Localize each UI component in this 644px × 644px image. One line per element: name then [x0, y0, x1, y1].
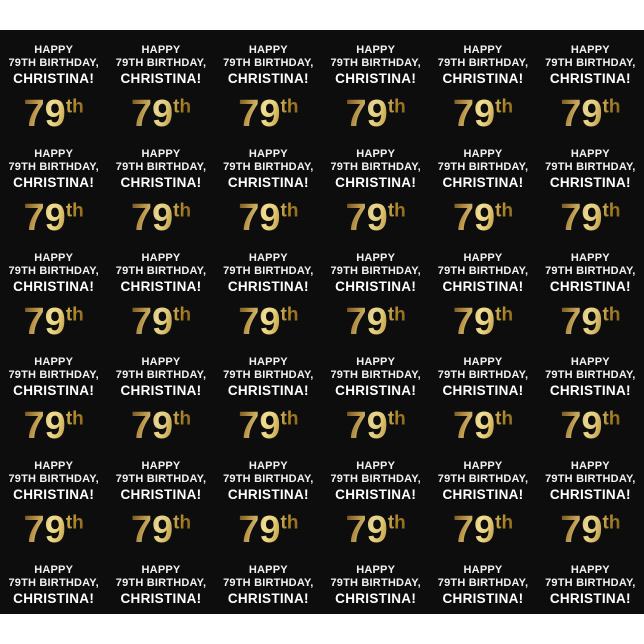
tile-line-birthday: 79TH BIRTHDAY,: [8, 369, 99, 381]
tile-line-birthday: 79TH BIRTHDAY,: [8, 577, 99, 589]
tile-line-birthday: 79TH BIRTHDAY,: [330, 161, 421, 173]
tile-age-value: 79: [452, 509, 496, 551]
pattern-tile: [322, 446, 429, 550]
tile-age-suffix: th: [65, 408, 84, 430]
tile-line-happy: HAPPY: [34, 148, 74, 160]
pattern-tile: [107, 342, 214, 446]
tile-line-happy: HAPPY: [248, 44, 288, 56]
tile-age-number: [560, 510, 620, 550]
tile-age-number: [346, 198, 406, 238]
tile-age-number: [24, 94, 84, 134]
pattern-tile: [0, 134, 107, 238]
tile-age-suffix: th: [65, 96, 84, 118]
pattern-tile: [107, 134, 214, 238]
tile-line-name: CHRISTINA!: [335, 279, 417, 294]
tile-age-suffix: th: [173, 200, 192, 222]
pattern-tile: [429, 550, 536, 614]
tile-line-happy: HAPPY: [356, 460, 396, 472]
tile-age-number: [453, 94, 513, 134]
tile-line-happy: HAPPY: [356, 252, 396, 264]
pattern-grid: [0, 30, 644, 614]
tile-age-value: 79: [23, 509, 66, 551]
tile-line-birthday: 79TH BIRTHDAY,: [330, 473, 421, 485]
tile-line-name: CHRISTINA!: [442, 383, 524, 398]
pattern-tile: [537, 134, 644, 238]
pattern-tile: [215, 238, 322, 342]
tile-age-suffix: th: [173, 408, 192, 430]
tile-age-number: [453, 302, 513, 342]
tile-line-birthday: 79TH BIRTHDAY,: [223, 473, 314, 485]
tile-age-suffix: th: [65, 304, 84, 326]
bottom-margin: [0, 614, 644, 644]
tile-line-name: CHRISTINA!: [120, 175, 202, 190]
pattern-tile: [537, 30, 644, 134]
tile-line-name: CHRISTINA!: [227, 279, 309, 294]
tile-line-happy: HAPPY: [463, 44, 503, 56]
pattern-tile: [429, 446, 536, 550]
tile-age-value: 79: [560, 301, 603, 343]
tile-line-happy: HAPPY: [248, 564, 288, 576]
tile-age-suffix: th: [602, 200, 621, 222]
tile-line-happy: HAPPY: [570, 564, 610, 576]
tile-line-happy: HAPPY: [141, 252, 181, 264]
pattern-tile: [322, 134, 429, 238]
tile-age-number: [346, 510, 406, 550]
tile-age-suffix: th: [65, 512, 84, 534]
tile-age-number: [238, 510, 298, 550]
tile-line-birthday: 79TH BIRTHDAY,: [115, 161, 207, 173]
tile-line-birthday: 79TH BIRTHDAY,: [223, 265, 314, 277]
tile-line-happy: HAPPY: [34, 356, 74, 368]
tile-line-happy: HAPPY: [34, 564, 74, 576]
tile-line-happy: HAPPY: [248, 460, 288, 472]
tile-line-birthday: 79TH BIRTHDAY,: [545, 161, 636, 173]
tile-line-birthday: 79TH BIRTHDAY,: [223, 369, 314, 381]
tile-age-suffix: th: [495, 408, 514, 430]
tile-line-birthday: 79TH BIRTHDAY,: [545, 369, 636, 381]
tile-line-name: CHRISTINA!: [227, 383, 309, 398]
tile-age-suffix: th: [602, 304, 621, 326]
tile-age-number: [346, 406, 406, 446]
tile-age-number: [560, 198, 620, 238]
tile-age-number: [24, 302, 84, 342]
tile-line-name: CHRISTINA!: [13, 175, 95, 190]
tile-age-number: [346, 302, 406, 342]
tile-age-suffix: th: [495, 200, 514, 222]
tile-age-number: [560, 302, 620, 342]
tile-line-happy: HAPPY: [463, 148, 503, 160]
tile-line-name: CHRISTINA!: [549, 487, 631, 502]
tile-line-name: CHRISTINA!: [13, 591, 95, 606]
tile-line-name: CHRISTINA!: [120, 71, 202, 86]
pattern-tile: [0, 550, 107, 614]
tile-line-name: CHRISTINA!: [442, 487, 524, 502]
tile-age-value: 79: [345, 301, 388, 343]
pattern-tile: [215, 550, 322, 614]
tile-age-number: [24, 406, 84, 446]
tile-age-value: 79: [238, 93, 281, 135]
tile-line-happy: HAPPY: [248, 148, 288, 160]
tile-age-number: [131, 406, 191, 446]
tile-line-birthday: 79TH BIRTHDAY,: [115, 265, 207, 277]
tile-age-number: [238, 94, 298, 134]
pattern-tile: [322, 342, 429, 446]
tile-line-name: CHRISTINA!: [13, 279, 95, 294]
tile-age-value: 79: [238, 197, 281, 239]
pattern-tile: [107, 550, 214, 614]
tile-age-value: 79: [23, 301, 66, 343]
tile-age-suffix: th: [387, 304, 406, 326]
tile-line-happy: HAPPY: [463, 460, 503, 472]
pattern-tile: [215, 446, 322, 550]
tile-line-happy: HAPPY: [463, 356, 503, 368]
tile-line-birthday: 79TH BIRTHDAY,: [223, 161, 314, 173]
tile-line-name: CHRISTINA!: [442, 591, 524, 606]
tile-line-name: CHRISTINA!: [120, 591, 202, 606]
tile-line-birthday: 79TH BIRTHDAY,: [545, 473, 636, 485]
pattern-tile: [537, 342, 644, 446]
tile-age-value: 79: [560, 93, 603, 135]
tile-age-value: 79: [23, 197, 66, 239]
pattern-tile: [537, 446, 644, 550]
tile-line-birthday: 79TH BIRTHDAY,: [437, 57, 529, 69]
tile-age-number: [24, 198, 84, 238]
pattern-tile: [429, 30, 536, 134]
tile-age-value: 79: [560, 405, 603, 447]
tile-line-happy: HAPPY: [34, 44, 74, 56]
tile-line-birthday: 79TH BIRTHDAY,: [437, 161, 529, 173]
tile-age-value: 79: [130, 301, 174, 343]
tile-line-happy: HAPPY: [34, 460, 74, 472]
tile-age-suffix: th: [280, 200, 299, 222]
tile-age-number: [131, 94, 191, 134]
tile-age-number: [560, 94, 620, 134]
pattern-tile: [0, 30, 107, 134]
tile-age-number: [238, 302, 298, 342]
tile-line-happy: HAPPY: [141, 356, 181, 368]
tile-age-suffix: th: [280, 96, 299, 118]
tile-age-value: 79: [345, 197, 388, 239]
tile-age-number: [238, 406, 298, 446]
tile-age-number: [453, 198, 513, 238]
pattern-tile: [215, 30, 322, 134]
tile-line-birthday: 79TH BIRTHDAY,: [330, 57, 421, 69]
tile-line-name: CHRISTINA!: [227, 591, 309, 606]
tile-age-number: [560, 406, 620, 446]
tile-line-happy: HAPPY: [356, 44, 396, 56]
tile-line-happy: HAPPY: [570, 460, 610, 472]
tile-line-name: CHRISTINA!: [13, 71, 95, 86]
pattern-tile: [107, 446, 214, 550]
tile-line-birthday: 79TH BIRTHDAY,: [8, 57, 99, 69]
tile-age-suffix: th: [495, 512, 514, 534]
tile-line-name: CHRISTINA!: [442, 279, 524, 294]
tile-age-value: 79: [560, 197, 603, 239]
tile-line-birthday: 79TH BIRTHDAY,: [115, 57, 207, 69]
tile-age-suffix: th: [387, 512, 406, 534]
tile-line-name: CHRISTINA!: [120, 383, 202, 398]
tile-line-birthday: 79TH BIRTHDAY,: [115, 473, 207, 485]
pattern-tile: [107, 30, 214, 134]
tile-line-happy: HAPPY: [570, 252, 610, 264]
tile-line-happy: HAPPY: [570, 356, 610, 368]
tile-line-name: CHRISTINA!: [335, 71, 417, 86]
tile-line-birthday: 79TH BIRTHDAY,: [437, 577, 529, 589]
tile-line-name: CHRISTINA!: [549, 279, 631, 294]
tile-age-number: [453, 406, 513, 446]
tile-line-name: CHRISTINA!: [120, 487, 202, 502]
tile-line-happy: HAPPY: [141, 44, 181, 56]
pattern-tile: [429, 342, 536, 446]
tile-line-name: CHRISTINA!: [335, 175, 417, 190]
tile-line-birthday: 79TH BIRTHDAY,: [545, 577, 636, 589]
tile-line-birthday: 79TH BIRTHDAY,: [8, 265, 99, 277]
tile-line-birthday: 79TH BIRTHDAY,: [223, 57, 314, 69]
tile-age-value: 79: [23, 93, 66, 135]
tile-line-birthday: 79TH BIRTHDAY,: [8, 161, 99, 173]
tile-line-birthday: 79TH BIRTHDAY,: [545, 265, 636, 277]
tile-line-name: CHRISTINA!: [227, 175, 309, 190]
tile-age-suffix: th: [387, 408, 406, 430]
tile-age-suffix: th: [387, 96, 406, 118]
tile-age-number: [131, 302, 191, 342]
tile-age-value: 79: [130, 509, 174, 551]
pattern-tile: [537, 238, 644, 342]
tile-age-value: 79: [345, 509, 388, 551]
pattern-tile: [322, 238, 429, 342]
pattern-tile: [322, 550, 429, 614]
tile-age-number: [346, 94, 406, 134]
tile-age-suffix: th: [602, 512, 621, 534]
tile-age-number: [453, 510, 513, 550]
tile-age-value: 79: [130, 405, 174, 447]
tile-line-happy: HAPPY: [248, 252, 288, 264]
tile-age-value: 79: [345, 93, 388, 135]
tile-age-value: 79: [130, 93, 174, 135]
tile-line-happy: HAPPY: [356, 356, 396, 368]
pattern-tile: [537, 550, 644, 614]
tile-age-suffix: th: [173, 96, 192, 118]
tile-line-birthday: 79TH BIRTHDAY,: [330, 369, 421, 381]
tile-line-happy: HAPPY: [141, 564, 181, 576]
tile-line-name: CHRISTINA!: [227, 487, 309, 502]
tile-age-number: [238, 198, 298, 238]
tile-age-value: 79: [560, 509, 603, 551]
tile-line-happy: HAPPY: [141, 460, 181, 472]
tile-line-birthday: 79TH BIRTHDAY,: [115, 369, 207, 381]
tile-line-name: CHRISTINA!: [549, 591, 631, 606]
tile-age-value: 79: [130, 197, 174, 239]
tile-age-suffix: th: [65, 200, 84, 222]
tile-line-birthday: 79TH BIRTHDAY,: [115, 577, 207, 589]
wrapping-paper-surface: [0, 30, 644, 614]
tile-age-suffix: th: [602, 408, 621, 430]
tile-line-happy: HAPPY: [356, 564, 396, 576]
tile-line-happy: HAPPY: [570, 44, 610, 56]
tile-age-value: 79: [452, 197, 496, 239]
tile-line-happy: HAPPY: [248, 356, 288, 368]
tile-line-birthday: 79TH BIRTHDAY,: [545, 57, 636, 69]
tile-age-value: 79: [452, 405, 496, 447]
tile-age-suffix: th: [495, 96, 514, 118]
tile-line-happy: HAPPY: [570, 148, 610, 160]
tile-age-suffix: th: [173, 304, 192, 326]
tile-line-happy: HAPPY: [141, 148, 181, 160]
tile-line-name: CHRISTINA!: [335, 591, 417, 606]
tile-age-number: [24, 510, 84, 550]
top-margin: [0, 0, 644, 30]
pattern-tile: [107, 238, 214, 342]
pattern-tile: [429, 134, 536, 238]
tile-line-name: CHRISTINA!: [549, 383, 631, 398]
tile-line-name: CHRISTINA!: [335, 487, 417, 502]
tile-age-suffix: th: [173, 512, 192, 534]
tile-line-birthday: 79TH BIRTHDAY,: [330, 577, 421, 589]
tile-age-suffix: th: [495, 304, 514, 326]
pattern-tile: [215, 342, 322, 446]
tile-age-value: 79: [452, 93, 496, 135]
pattern-tile: [0, 446, 107, 550]
tile-line-name: CHRISTINA!: [335, 383, 417, 398]
pattern-tile: [322, 30, 429, 134]
tile-age-suffix: th: [602, 96, 621, 118]
tile-line-happy: HAPPY: [34, 252, 74, 264]
tile-age-value: 79: [238, 405, 281, 447]
tile-line-birthday: 79TH BIRTHDAY,: [437, 265, 529, 277]
tile-age-value: 79: [238, 301, 281, 343]
tile-line-happy: HAPPY: [356, 148, 396, 160]
tile-line-name: CHRISTINA!: [227, 71, 309, 86]
tile-line-birthday: 79TH BIRTHDAY,: [8, 473, 99, 485]
tile-line-birthday: 79TH BIRTHDAY,: [223, 577, 314, 589]
tile-age-suffix: th: [280, 408, 299, 430]
tile-line-name: CHRISTINA!: [13, 383, 95, 398]
tile-line-name: CHRISTINA!: [442, 175, 524, 190]
tile-line-happy: HAPPY: [463, 564, 503, 576]
tile-line-name: CHRISTINA!: [549, 71, 631, 86]
tile-age-value: 79: [238, 509, 281, 551]
tile-line-birthday: 79TH BIRTHDAY,: [437, 369, 529, 381]
tile-age-suffix: th: [280, 304, 299, 326]
tile-age-suffix: th: [280, 512, 299, 534]
tile-line-birthday: 79TH BIRTHDAY,: [330, 265, 421, 277]
pattern-tile: [0, 342, 107, 446]
pattern-tile: [0, 238, 107, 342]
tile-age-suffix: th: [387, 200, 406, 222]
pattern-tile: [215, 134, 322, 238]
tile-line-name: CHRISTINA!: [442, 71, 524, 86]
tile-line-name: CHRISTINA!: [13, 487, 95, 502]
tile-age-number: [131, 198, 191, 238]
tile-line-name: CHRISTINA!: [120, 279, 202, 294]
pattern-tile: [429, 238, 536, 342]
tile-line-birthday: 79TH BIRTHDAY,: [437, 473, 529, 485]
tile-age-value: 79: [23, 405, 66, 447]
tile-line-name: CHRISTINA!: [549, 175, 631, 190]
tile-age-value: 79: [345, 405, 388, 447]
tile-age-number: [131, 510, 191, 550]
tile-line-happy: HAPPY: [463, 252, 503, 264]
tile-age-value: 79: [452, 301, 496, 343]
